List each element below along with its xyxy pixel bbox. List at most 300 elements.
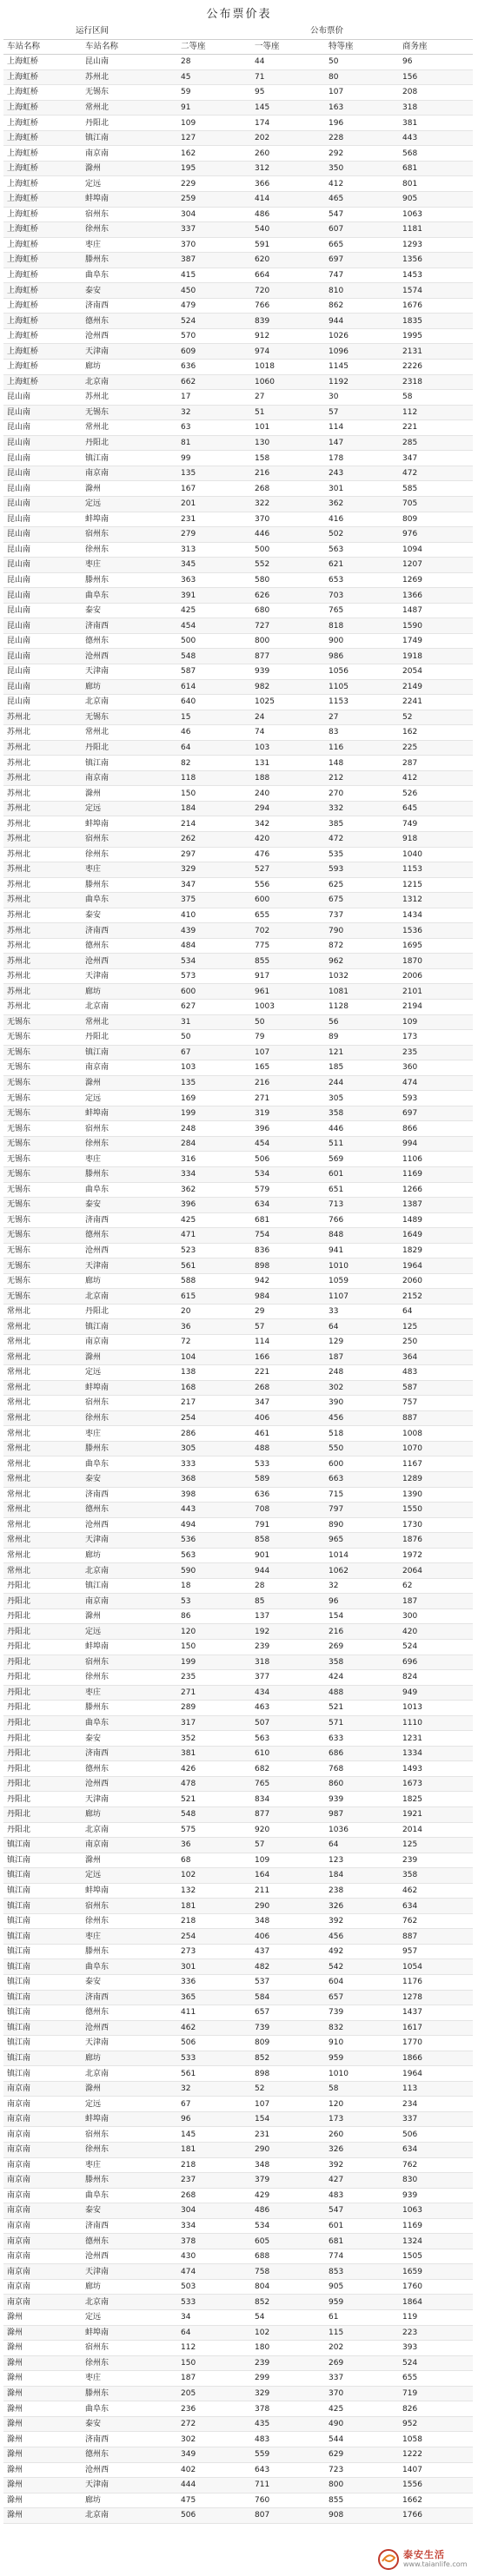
table-row: [3, 1304, 473, 1319]
business-class-fare: 1356: [399, 253, 473, 268]
from-station: 无锡东: [3, 1198, 82, 1213]
to-station: 德州东: [82, 1503, 177, 1518]
first-class-fare: 702: [251, 923, 325, 939]
from-station: 镇江南: [3, 2036, 82, 2051]
from-station: 昆山南: [3, 542, 82, 558]
second-class-fare: 82: [177, 756, 251, 771]
from-station: 上海虹桥: [3, 146, 82, 162]
business-class-fare: 1870: [399, 954, 473, 969]
premium-class-fare: 83: [325, 725, 399, 741]
premium-class-fare: 962: [325, 954, 399, 969]
second-class-fare: 534: [177, 954, 251, 969]
second-class-fare: 127: [177, 130, 251, 146]
from-station: 苏州北: [3, 877, 82, 893]
business-class-fare: 225: [399, 740, 473, 756]
second-class-fare: 475: [177, 2493, 251, 2508]
second-class-fare: 50: [177, 1030, 251, 1046]
premium-class-fare: 238: [325, 1883, 399, 1899]
second-class-fare: 135: [177, 466, 251, 481]
business-class-fare: 223: [399, 2325, 473, 2341]
business-class-fare: 1995: [399, 328, 473, 344]
col-header-second-class: 二等座: [177, 39, 251, 55]
second-class-fare: 28: [177, 55, 251, 70]
second-class-fare: 368: [177, 1471, 251, 1487]
first-class-fare: 775: [251, 938, 325, 954]
first-class-fare: 211: [251, 1883, 325, 1899]
premium-class-fare: 713: [325, 1198, 399, 1213]
business-class-fare: 2060: [399, 1273, 473, 1289]
to-station: 沧州西: [82, 1517, 177, 1533]
first-class-fare: 912: [251, 328, 325, 344]
from-station: 上海虹桥: [3, 130, 82, 146]
premium-class-fare: 1081: [325, 984, 399, 1000]
to-station: 徐州东: [82, 542, 177, 558]
premium-class-fare: 27: [325, 710, 399, 725]
business-class-fare: 2006: [399, 968, 473, 984]
to-station: 枣庄: [82, 1152, 177, 1167]
from-station: 滁州: [3, 2325, 82, 2341]
to-station: 廊坊: [82, 1273, 177, 1289]
first-class-fare: 29: [251, 1304, 325, 1319]
from-station: 苏州北: [3, 786, 82, 802]
second-class-fare: 573: [177, 968, 251, 984]
business-class-fare: 347: [399, 451, 473, 466]
premium-class-fare: 61: [325, 2310, 399, 2326]
from-station: 镇江南: [3, 2066, 82, 2082]
premium-class-fare: 633: [325, 1731, 399, 1747]
second-class-fare: 345: [177, 558, 251, 573]
page-title: 公布票价表: [206, 8, 272, 21]
first-class-fare: 898: [251, 2066, 325, 2082]
first-class-fare: 145: [251, 100, 325, 116]
to-station: 北京南: [82, 695, 177, 710]
first-class-fare: 626: [251, 588, 325, 604]
to-station: 徐州东: [82, 1410, 177, 1426]
table-row: [3, 1471, 473, 1487]
first-class-fare: 137: [251, 1608, 325, 1624]
business-class-fare: 1278: [399, 1990, 473, 2005]
from-station: 镇江南: [3, 1944, 82, 1959]
from-station: 常州北: [3, 1563, 82, 1579]
first-class-fare: 855: [251, 954, 325, 969]
to-station: 沧州西: [82, 2020, 177, 2036]
to-station: 蚌埠南: [82, 192, 177, 208]
table-row: [3, 2127, 473, 2143]
table-row: [3, 1990, 473, 2005]
premium-class-fare: 675: [325, 893, 399, 908]
to-station: 廊坊: [82, 2279, 177, 2295]
table-row: [3, 146, 473, 162]
first-class-fare: 131: [251, 756, 325, 771]
table-row: [3, 1944, 473, 1959]
business-class-fare: 1536: [399, 923, 473, 939]
second-class-fare: 68: [177, 1853, 251, 1868]
second-class-fare: 103: [177, 1060, 251, 1076]
business-class-fare: 757: [399, 1396, 473, 1411]
business-class-fare: 1972: [399, 1548, 473, 1563]
from-station: 无锡东: [3, 1212, 82, 1228]
to-station: 徐州东: [82, 1670, 177, 1686]
from-station: 上海虹桥: [3, 237, 82, 253]
from-station: 苏州北: [3, 1000, 82, 1015]
second-class-fare: 109: [177, 116, 251, 131]
first-class-fare: 657: [251, 2005, 325, 2021]
premium-class-fare: 665: [325, 237, 399, 253]
business-class-fare: 1169: [399, 1167, 473, 1183]
table-row: [3, 2341, 473, 2356]
business-class-fare: 809: [399, 512, 473, 527]
first-class-fare: 482: [251, 1959, 325, 1975]
business-class-fare: 2014: [399, 1822, 473, 1838]
from-station: 滁州: [3, 2462, 82, 2478]
header-group-row: [3, 24, 473, 39]
premium-class-fare: 521: [325, 1701, 399, 1716]
table-row: [3, 984, 473, 1000]
business-class-fare: 1387: [399, 1198, 473, 1213]
to-station: 滕州东: [82, 2173, 177, 2189]
col-header-to-station: 车站名称: [82, 39, 177, 55]
to-station: 泰安: [82, 2203, 177, 2219]
premium-class-fare: 350: [325, 161, 399, 176]
first-class-fare: 216: [251, 1075, 325, 1091]
second-class-fare: 120: [177, 1624, 251, 1640]
first-class-fare: 435: [251, 2416, 325, 2432]
first-class-fare: 852: [251, 2051, 325, 2066]
from-station: 常州北: [3, 1350, 82, 1365]
first-class-fare: 174: [251, 116, 325, 131]
to-station: 曲阜东: [82, 2401, 177, 2417]
from-station: 南京南: [3, 2264, 82, 2280]
first-class-fare: 294: [251, 801, 325, 816]
to-station: 南京南: [82, 770, 177, 786]
from-station: 无锡东: [3, 1106, 82, 1121]
table-row: [3, 1289, 473, 1305]
second-class-fare: 430: [177, 2249, 251, 2264]
to-station: 曲阜东: [82, 1715, 177, 1731]
business-class-fare: 2152: [399, 1289, 473, 1305]
first-class-fare: 727: [251, 618, 325, 634]
second-class-fare: 118: [177, 770, 251, 786]
from-station: 常州北: [3, 1396, 82, 1411]
from-station: 上海虹桥: [3, 374, 82, 390]
to-station: 宿州东: [82, 1655, 177, 1670]
first-class-fare: 488: [251, 1441, 325, 1456]
first-class-fare: 982: [251, 679, 325, 695]
business-class-fare: 125: [399, 1319, 473, 1335]
premium-class-fare: 390: [325, 1396, 399, 1411]
to-station: 滕州东: [82, 1701, 177, 1716]
to-station: 德州东: [82, 938, 177, 954]
business-class-fare: 474: [399, 1075, 473, 1091]
business-class-fare: 472: [399, 466, 473, 481]
table-row: [3, 2173, 473, 2189]
business-class-fare: 1289: [399, 1471, 473, 1487]
first-class-fare: 202: [251, 130, 325, 146]
second-class-fare: 64: [177, 740, 251, 756]
first-class-fare: 434: [251, 1685, 325, 1701]
from-station: 无锡东: [3, 1182, 82, 1198]
to-station: 北京南: [82, 1000, 177, 1015]
premium-class-fare: 502: [325, 527, 399, 543]
from-station: 上海虹桥: [3, 360, 82, 375]
from-station: 丹阳北: [3, 1624, 82, 1640]
business-class-fare: 360: [399, 1060, 473, 1076]
second-class-fare: 336: [177, 1975, 251, 1991]
premium-class-fare: 853: [325, 2264, 399, 2280]
table-row: [3, 893, 473, 908]
second-class-fare: 34: [177, 2310, 251, 2326]
business-class-fare: 697: [399, 1106, 473, 1121]
first-class-fare: 260: [251, 146, 325, 162]
second-class-fare: 15: [177, 710, 251, 725]
business-class-fare: 655: [399, 2371, 473, 2387]
from-station: 无锡东: [3, 1228, 82, 1244]
to-station: 徐州东: [82, 222, 177, 238]
second-class-fare: 523: [177, 1243, 251, 1258]
to-station: 北京南: [82, 374, 177, 390]
premium-class-fare: 148: [325, 756, 399, 771]
first-class-fare: 682: [251, 1761, 325, 1777]
table-row: [3, 55, 473, 70]
premium-class-fare: 30: [325, 390, 399, 406]
to-station: 沧州西: [82, 1243, 177, 1258]
table-row: [3, 664, 473, 679]
business-class-fare: 1864: [399, 2295, 473, 2310]
premium-class-fare: 392: [325, 1913, 399, 1929]
second-class-fare: 201: [177, 496, 251, 512]
first-class-fare: 680: [251, 603, 325, 618]
first-class-fare: 540: [251, 222, 325, 238]
to-station: 北京南: [82, 2295, 177, 2310]
table-row: [3, 1639, 473, 1655]
from-station: 丹阳北: [3, 1776, 82, 1792]
from-station: 苏州北: [3, 816, 82, 832]
first-class-fare: 739: [251, 2020, 325, 2036]
table-row: [3, 222, 473, 238]
to-station: 徐州东: [82, 847, 177, 862]
first-class-fare: 942: [251, 1273, 325, 1289]
first-class-fare: 589: [251, 1471, 325, 1487]
from-station: 南京南: [3, 2173, 82, 2189]
second-class-fare: 254: [177, 1410, 251, 1426]
business-class-fare: 587: [399, 1380, 473, 1396]
to-station: 常州北: [82, 725, 177, 741]
to-station: 蚌埠南: [82, 2111, 177, 2127]
first-class-fare: 429: [251, 2188, 325, 2203]
first-class-fare: 711: [251, 2478, 325, 2493]
first-class-fare: 939: [251, 664, 325, 679]
business-class-fare: 234: [399, 2097, 473, 2112]
business-class-fare: 939: [399, 2188, 473, 2203]
col-header-premium-class: 特等座: [325, 39, 399, 55]
premium-class-fare: 115: [325, 2325, 399, 2341]
second-class-fare: 548: [177, 649, 251, 664]
first-class-fare: 44: [251, 55, 325, 70]
first-class-fare: 406: [251, 1929, 325, 1945]
table-row: [3, 1563, 473, 1579]
second-class-fare: 352: [177, 1731, 251, 1747]
from-station: 常州北: [3, 1471, 82, 1487]
to-station: 南京南: [82, 1594, 177, 1609]
second-class-fare: 32: [177, 2081, 251, 2097]
to-station: 宿州东: [82, 1899, 177, 1914]
from-station: 昆山南: [3, 512, 82, 527]
business-class-fare: 1749: [399, 633, 473, 649]
to-station: 滁州: [82, 161, 177, 176]
first-class-fare: 454: [251, 1136, 325, 1152]
business-class-fare: 696: [399, 1655, 473, 1670]
to-station: 曲阜东: [82, 588, 177, 604]
business-class-fare: 1054: [399, 1959, 473, 1975]
first-class-fare: 804: [251, 2279, 325, 2295]
table-row: [3, 1578, 473, 1594]
to-station: 德州东: [82, 2447, 177, 2462]
to-station: 德州东: [82, 1761, 177, 1777]
second-class-fare: 478: [177, 1776, 251, 1792]
premium-class-fare: 790: [325, 923, 399, 939]
first-class-fare: 27: [251, 390, 325, 406]
to-station: 宿州东: [82, 831, 177, 847]
first-class-fare: 378: [251, 2401, 325, 2417]
business-class-fare: 994: [399, 1136, 473, 1152]
from-station: 昆山南: [3, 679, 82, 695]
to-station: 泰安: [82, 2416, 177, 2432]
business-class-fare: 824: [399, 1670, 473, 1686]
first-class-fare: 708: [251, 1503, 325, 1518]
first-class-fare: 527: [251, 862, 325, 878]
first-class-fare: 114: [251, 1335, 325, 1351]
to-station: 镇江南: [82, 1578, 177, 1594]
table-row: [3, 2036, 473, 2051]
first-class-fare: 901: [251, 1548, 325, 1563]
second-class-fare: 548: [177, 1807, 251, 1822]
first-class-fare: 370: [251, 512, 325, 527]
to-station: 天津南: [82, 1533, 177, 1549]
business-class-fare: 337: [399, 2111, 473, 2127]
from-station: 常州北: [3, 1517, 82, 1533]
to-station: 天津南: [82, 344, 177, 360]
second-class-fare: 199: [177, 1655, 251, 1670]
business-class-fare: 239: [399, 1853, 473, 1868]
from-station: 昆山南: [3, 481, 82, 497]
from-station: 南京南: [3, 2127, 82, 2143]
from-station: 丹阳北: [3, 1670, 82, 1686]
business-class-fare: 393: [399, 2341, 473, 2356]
from-station: 上海虹桥: [3, 161, 82, 176]
to-station: 枣庄: [82, 2371, 177, 2387]
business-class-fare: 905: [399, 192, 473, 208]
premium-class-fare: 456: [325, 1410, 399, 1426]
table-row: [3, 527, 473, 543]
table-row: [3, 2143, 473, 2158]
business-class-fare: 1070: [399, 1441, 473, 1456]
to-station: 镇江南: [82, 130, 177, 146]
first-class-fare: 839: [251, 314, 325, 329]
business-class-fare: 1013: [399, 1701, 473, 1716]
second-class-fare: 167: [177, 481, 251, 497]
business-class-fare: 2194: [399, 1000, 473, 1015]
from-station: 常州北: [3, 1365, 82, 1381]
from-station: 无锡东: [3, 1167, 82, 1183]
premium-class-fare: 1062: [325, 1563, 399, 1579]
to-station: 滁州: [82, 1075, 177, 1091]
second-class-fare: 304: [177, 207, 251, 222]
premium-class-fare: 1036: [325, 1822, 399, 1838]
from-station: 昆山南: [3, 405, 82, 420]
business-class-fare: 1649: [399, 1228, 473, 1244]
second-class-fare: 391: [177, 588, 251, 604]
from-station: 滁州: [3, 2432, 82, 2447]
from-station: 昆山南: [3, 603, 82, 618]
to-station: 南京南: [82, 1838, 177, 1853]
table-row: [3, 1913, 473, 1929]
table-row: [3, 2295, 473, 2310]
table-row: [3, 1441, 473, 1456]
business-class-fare: 1487: [399, 603, 473, 618]
to-station: 泰安: [82, 603, 177, 618]
from-station: 无锡东: [3, 1152, 82, 1167]
business-class-fare: 109: [399, 1014, 473, 1030]
first-class-fare: 556: [251, 877, 325, 893]
second-class-fare: 150: [177, 1639, 251, 1655]
to-station: 定远: [82, 176, 177, 192]
first-class-fare: 290: [251, 1899, 325, 1914]
second-class-fare: 443: [177, 1503, 251, 1518]
first-class-fare: 57: [251, 1319, 325, 1335]
business-class-fare: 1493: [399, 1761, 473, 1777]
business-class-fare: 52: [399, 710, 473, 725]
second-class-fare: 615: [177, 1289, 251, 1305]
second-class-fare: 187: [177, 2371, 251, 2387]
first-class-fare: 52: [251, 2081, 325, 2097]
second-class-fare: 398: [177, 1487, 251, 1503]
second-class-fare: 402: [177, 2462, 251, 2478]
premium-class-fare: 50: [325, 55, 399, 70]
to-station: 枣庄: [82, 1929, 177, 1945]
to-station: 曲阜东: [82, 1456, 177, 1472]
business-class-fare: 119: [399, 2310, 473, 2326]
table-row: [3, 2005, 473, 2021]
table-row: [3, 2218, 473, 2234]
second-class-fare: 570: [177, 328, 251, 344]
table-row: [3, 1030, 473, 1046]
business-class-fare: 58: [399, 390, 473, 406]
to-station: 蚌埠南: [82, 816, 177, 832]
to-station: 滕州东: [82, 1441, 177, 1456]
first-class-fare: 319: [251, 1106, 325, 1121]
first-class-fare: 54: [251, 2310, 325, 2326]
second-class-fare: 195: [177, 161, 251, 176]
first-class-fare: 366: [251, 176, 325, 192]
premium-class-fare: 154: [325, 1608, 399, 1624]
table-row: [3, 2066, 473, 2082]
table-row: [3, 725, 473, 741]
table-row: [3, 69, 473, 85]
table-row: [3, 1365, 473, 1381]
first-class-fare: 620: [251, 253, 325, 268]
premium-class-fare: 114: [325, 420, 399, 436]
business-class-fare: 1094: [399, 542, 473, 558]
first-class-fare: 766: [251, 298, 325, 314]
business-class-fare: 62: [399, 1578, 473, 1594]
to-station: 滕州东: [82, 2386, 177, 2401]
table-row: [3, 2447, 473, 2462]
business-class-fare: 1662: [399, 2493, 473, 2508]
first-class-fare: 107: [251, 2097, 325, 2112]
second-class-fare: 426: [177, 1761, 251, 1777]
premium-class-fare: 1010: [325, 2066, 399, 2082]
business-class-fare: 526: [399, 786, 473, 802]
